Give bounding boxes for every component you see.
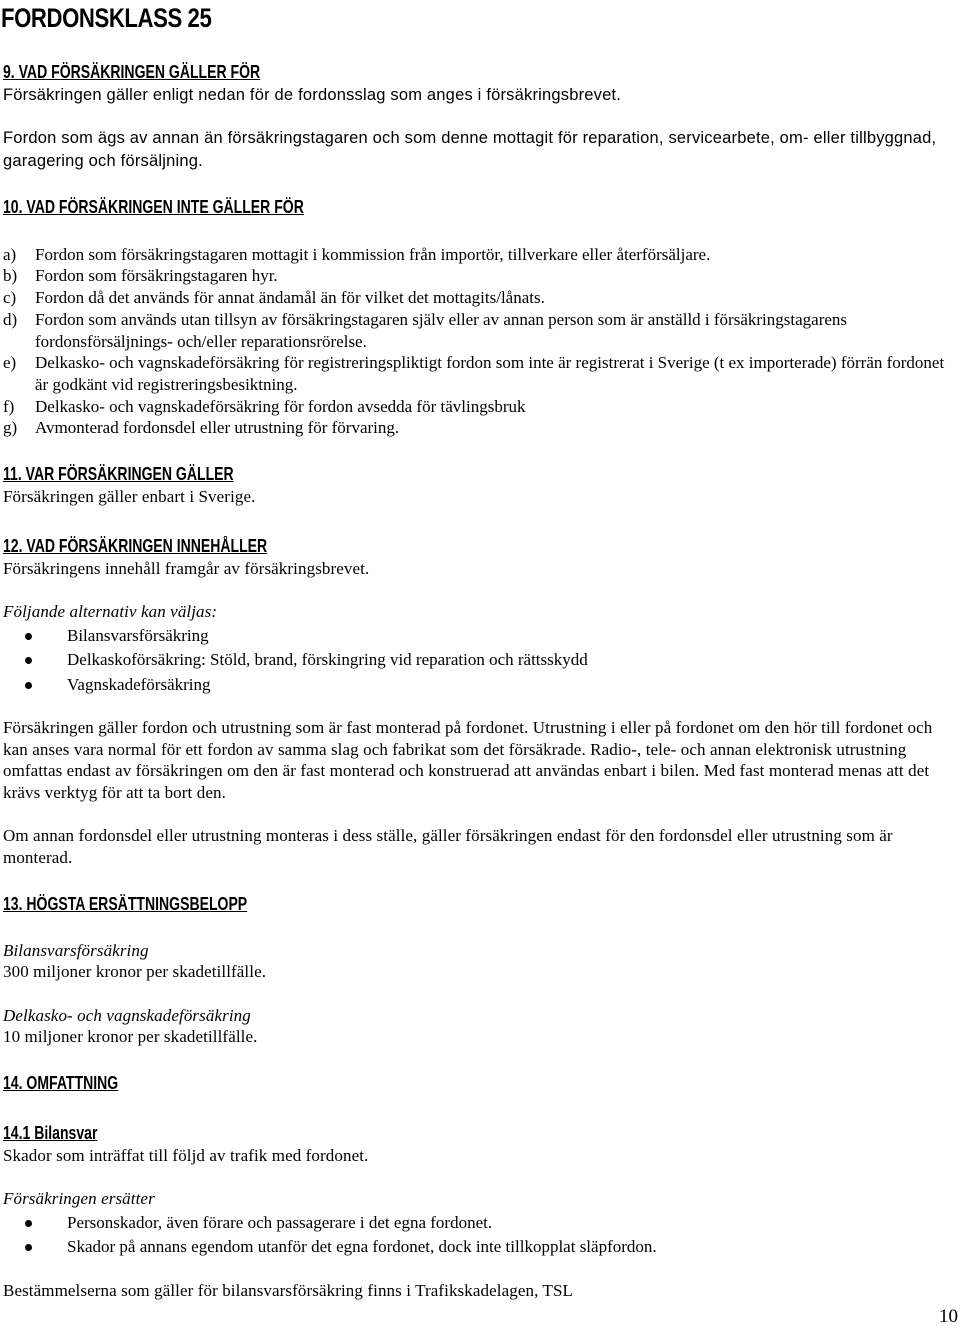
list-marker: c) (3, 288, 17, 307)
exclusion-item-c (3, 287, 953, 309)
section-10-heading: 10. VAD FÖRSÄKRINGEN INTE GÄLLER FÖR (3, 197, 304, 217)
page-number: 10 (939, 1306, 958, 1327)
bullet-text: Delkaskoförsäkring: Stöld, brand, förskingring vid reparation och rättsskydd (67, 650, 588, 669)
section-9-heading: 9. VAD FÖRSÄKRINGEN GÄLLER FÖR (3, 62, 261, 82)
list-item-text: Delkasko- och vagnskadeförsäkring för registreringspliktigt fordon som inte är registrerat i Sverige (t ex importerade) förrän fordonet är godkänt vid registreringsbesiktning. (35, 353, 945, 394)
list-item-text: Delkasko- och vagnskadeförsäkring för fordon avsedda för tävlingsbruk (35, 397, 526, 416)
alternatives-label: Följande alternativ kan väljas: (3, 602, 218, 621)
list-marker: e) (3, 353, 17, 372)
coverage-value-liability: 300 miljoner kronor per skadetillfälle. (3, 962, 267, 981)
exclusion-item-a (3, 244, 953, 266)
list-item-text: Fordon som försäkringstagaren hyr. (35, 266, 278, 285)
bullet-icon (25, 682, 32, 689)
bullet-icon (25, 633, 32, 640)
list-marker: g) (3, 418, 18, 437)
section-12-heading: 12. VAD FÖRSÄKRINGEN INNEHÅLLER (3, 536, 268, 556)
document-title: FORDONSKLASS 25 (1, 3, 212, 33)
coverage-value-comprehensive: 10 miljoner kronor per skadetillfälle. (3, 1027, 258, 1046)
bullet-text: Skador på annans egendom utanför det egna fordonet, dock inte tillkopplat släpfordon. (67, 1237, 657, 1256)
exclusion-item-b (3, 265, 953, 287)
list-marker: f) (3, 397, 15, 416)
list-marker: b) (3, 266, 18, 285)
bullet-icon (25, 657, 32, 664)
bullet-text: Personskador, även förare och passagerare i det egna fordonet. (67, 1213, 493, 1232)
coverage-label-liability: Bilansvarsförsäkring (3, 941, 149, 960)
list-item-text: Fordon som försäkringstagaren mottagit i kommission från importör, tillverkare eller återförsäljare. (35, 245, 711, 264)
exclusion-item-f (3, 396, 953, 418)
list-marker: d) (3, 310, 18, 329)
list-item-text: Avmonterad fordonsdel eller utrustning för förvaring. (35, 418, 400, 437)
bullet-icon (25, 1220, 32, 1227)
section-12-paragraph-2: Försäkringen gäller fordon och utrustning som är fast monterad på fordonet. Utrustning i eller på fordonet om den hör till fordonet och kan anses vara normal för ett fordon av samma slag och fabrikat som det försäkrade. Radio-, tele- och annan elektronisk utrustning omfattas endast av försäkringen om den är fast monterad och konstruerad att användas enbart i bilen. Med fast monterad menas att det krävs verktyg för att ta bort den. (3, 718, 933, 803)
list-item-text: Fordon som används utan tillsyn av försäkringstagaren själv eller av annan person som är anställd i försäkringstagarens fordonsförsäljnings- och/eller reparationsrörelse. (35, 310, 848, 351)
section-14-paragraph-2: Bestämmelserna som gäller för bilansvarsförsäkring finns i Trafikskadelagen, TSL (3, 1281, 573, 1300)
section-13-heading: 13. HÖGSTA ERSÄTTNINGSBELOPP (3, 894, 248, 914)
exclusion-item-d (3, 309, 953, 352)
section-12-paragraph-3: Om annan fordonsdel eller utrustning monteras i dess ställe, gäller försäkringen endast för den fordonsdel eller utrustning som är monterad. (3, 826, 893, 867)
bullet-text: Bilansvarsförsäkring (67, 626, 209, 645)
list-marker: a) (3, 245, 17, 264)
section-11-heading: 11. VAR FÖRSÄKRINGEN GÄLLER (3, 464, 234, 484)
alternative-bullet (25, 649, 925, 671)
section-14-paragraph-1: Skador som inträffat till följd av trafik med fordonet. (3, 1146, 369, 1165)
section-9-paragraph-1: Försäkringen gäller enligt nedan för de fordonsslag som anges i försäkringsbrevet. (3, 86, 622, 104)
bullet-text: Vagnskadeförsäkring (67, 675, 211, 694)
section-9-paragraph-2: Fordon som ägs av annan än försäkringstagaren och som denne mottagit för reparation, servicearbete, om- eller tillbyggnad, garagering och försäljning. (3, 129, 937, 170)
section-14-heading: 14. OMFATTNING (3, 1073, 119, 1093)
coverage-label-comprehensive: Delkasko- och vagnskadeförsäkring (3, 1006, 251, 1025)
section-14-1-heading: 14.1 Bilansvar (3, 1123, 98, 1143)
exclusion-item-e (3, 352, 953, 395)
alternative-bullet (25, 674, 925, 696)
covers-bullet (25, 1236, 925, 1258)
covers-bullet (25, 1212, 925, 1234)
list-item-text: Fordon då det används för annat ändamål än för vilket det mottagits/lånats. (35, 288, 545, 307)
section-12-paragraph-1: Försäkringens innehåll framgår av försäkringsbrevet. (3, 559, 370, 578)
covers-label: Försäkringen ersätter (3, 1189, 155, 1208)
section-11-paragraph: Försäkringen gäller enbart i Sverige. (3, 487, 256, 506)
bullet-icon (25, 1244, 32, 1251)
alternative-bullet (25, 625, 925, 647)
exclusion-item-g (3, 417, 953, 439)
